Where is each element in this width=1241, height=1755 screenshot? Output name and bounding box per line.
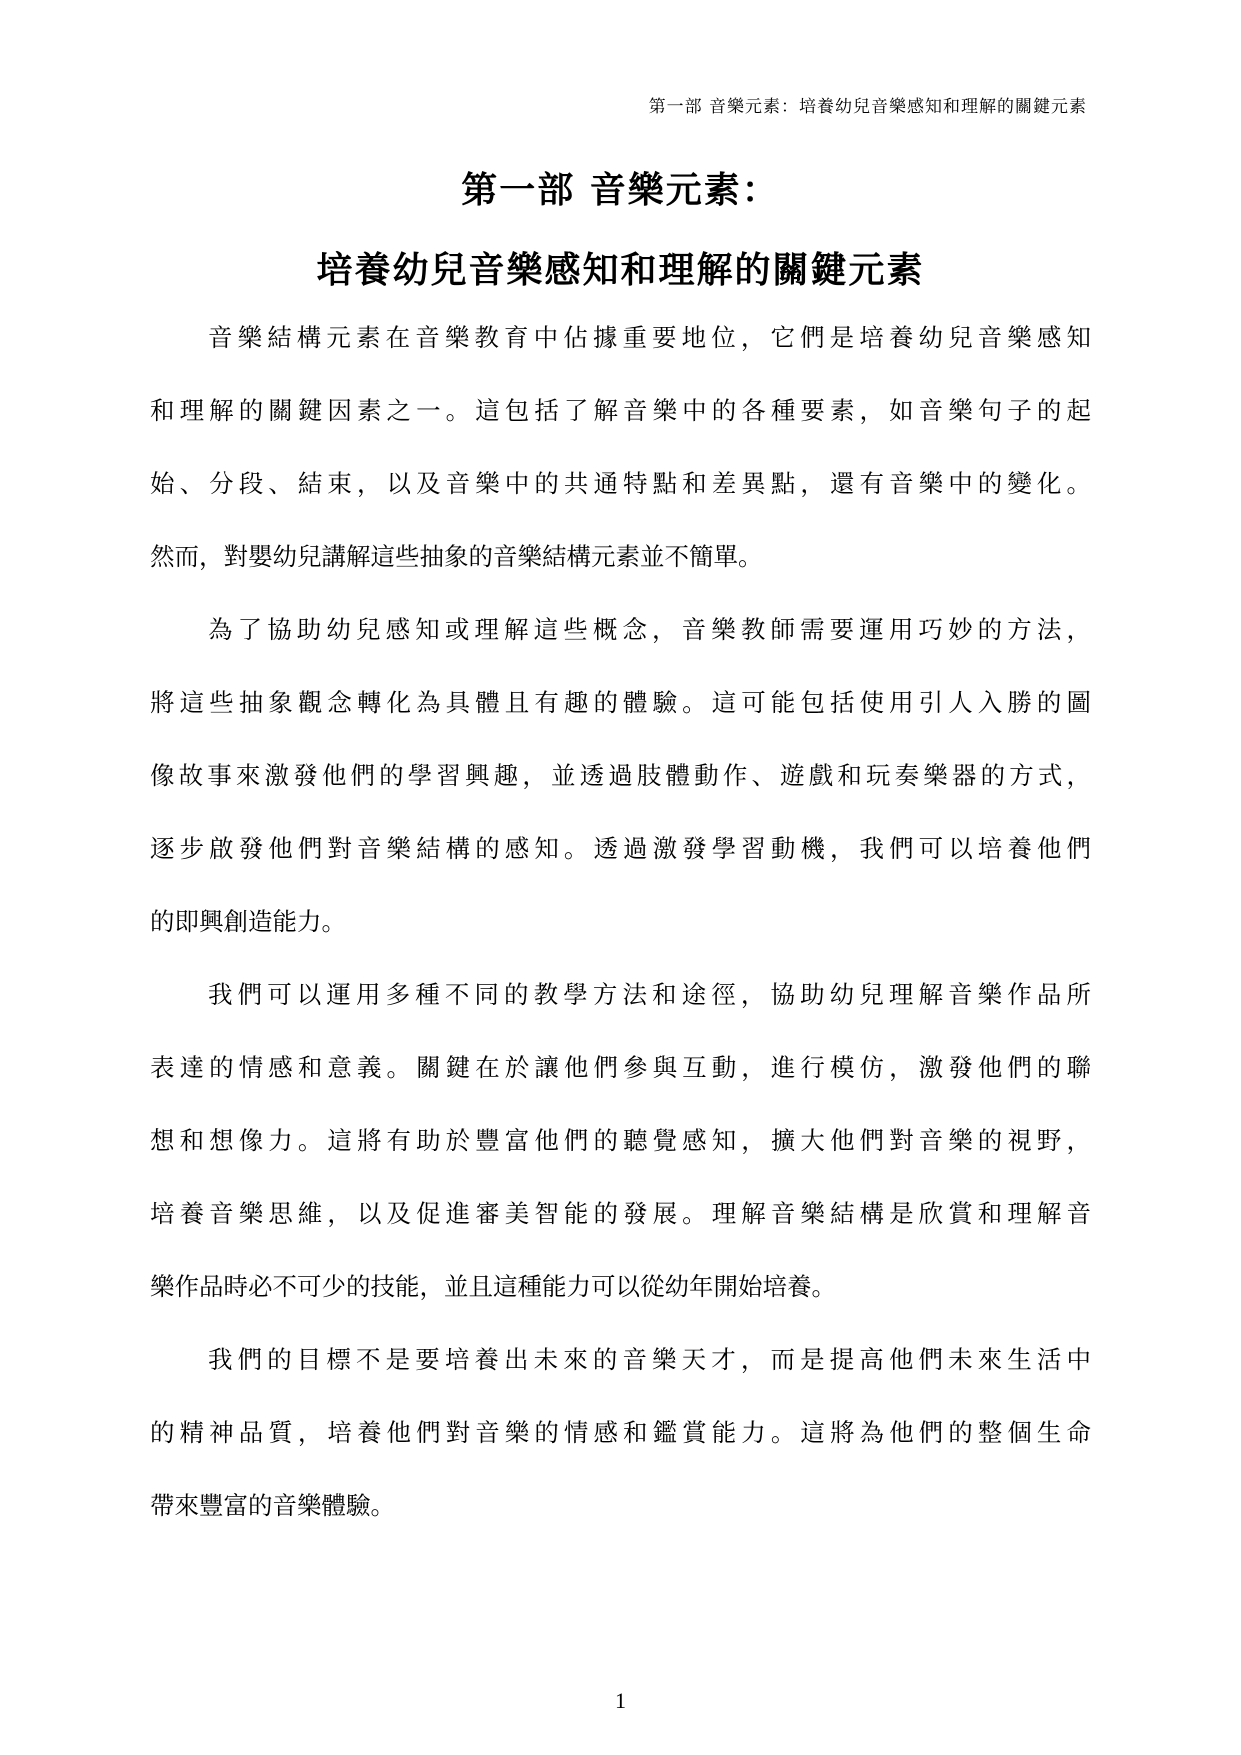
paragraph-1 bbox=[150, 316, 1091, 608]
paragraph-4 bbox=[150, 1338, 1091, 1557]
text-line: 將這些抽象觀念轉化為具體且有趣的體驗。這可能包括使用引人入勝的圖 bbox=[150, 688, 1091, 717]
text-line: 然而，對嬰幼兒講解這些抽象的音樂結構元素並不簡單。 bbox=[150, 542, 763, 571]
page-number: 1 bbox=[615, 1688, 626, 1713]
text-line: 的即興創造能力。 bbox=[150, 907, 346, 936]
text-line: 為了協助幼兒感知或理解這些概念，音樂教師需要運用巧妙的方法， bbox=[208, 615, 1091, 644]
text-line: 始、分段、結束，以及音樂中的共通特點和差異點，還有音樂中的變化。 bbox=[150, 469, 1091, 498]
paragraph-3 bbox=[150, 973, 1091, 1338]
chapter-title-line-1: 第一部 音樂元素： bbox=[461, 169, 780, 211]
text-line: 的精神品質，培養他們對音樂的情感和鑑賞能力。這將為他們的整個生命 bbox=[150, 1418, 1091, 1447]
text-line: 像故事來激發他們的學習興趣，並透過肢體動作、遊戲和玩奏樂器的方式， bbox=[150, 761, 1091, 790]
text-line: 樂作品時必不可少的技能，並且這種能力可以從幼年開始培養。 bbox=[150, 1272, 836, 1301]
text-line: 和理解的關鍵因素之一。這包括了解音樂中的各種要素，如音樂句子的起 bbox=[150, 396, 1091, 425]
text-line: 我們可以運用多種不同的教學方法和途徑，協助幼兒理解音樂作品所 bbox=[208, 980, 1091, 1009]
text-line: 我們的目標不是要培養出未來的音樂天才，而是提高他們未來生活中 bbox=[208, 1345, 1091, 1374]
body-text bbox=[150, 316, 1091, 1557]
text-line: 帶來豐富的音樂體驗。 bbox=[150, 1491, 395, 1520]
text-line: 音樂結構元素在音樂教育中佔據重要地位，它們是培養幼兒音樂感知 bbox=[208, 323, 1091, 352]
chapter-title-line-2: 培養幼兒音樂感知和理解的關鍵元素 bbox=[316, 249, 925, 291]
text-line: 培養音樂思維，以及促進審美智能的發展。理解音樂結構是欣賞和理解音 bbox=[150, 1199, 1091, 1228]
text-line: 表達的情感和意義。關鍵在於讓他們參與互動，進行模仿，激發他們的聯 bbox=[150, 1053, 1091, 1082]
text-line: 逐步啟發他們對音樂結構的感知。透過激發學習動機，我們可以培養他們 bbox=[150, 834, 1091, 863]
running-header: 第一部 音樂元素：培養幼兒音樂感知和理解的關鍵元素 bbox=[648, 97, 1087, 117]
text-line: 想和想像力。這將有助於豐富他們的聽覺感知，擴大他們對音樂的視野， bbox=[150, 1126, 1091, 1155]
paragraph-2 bbox=[150, 608, 1091, 973]
